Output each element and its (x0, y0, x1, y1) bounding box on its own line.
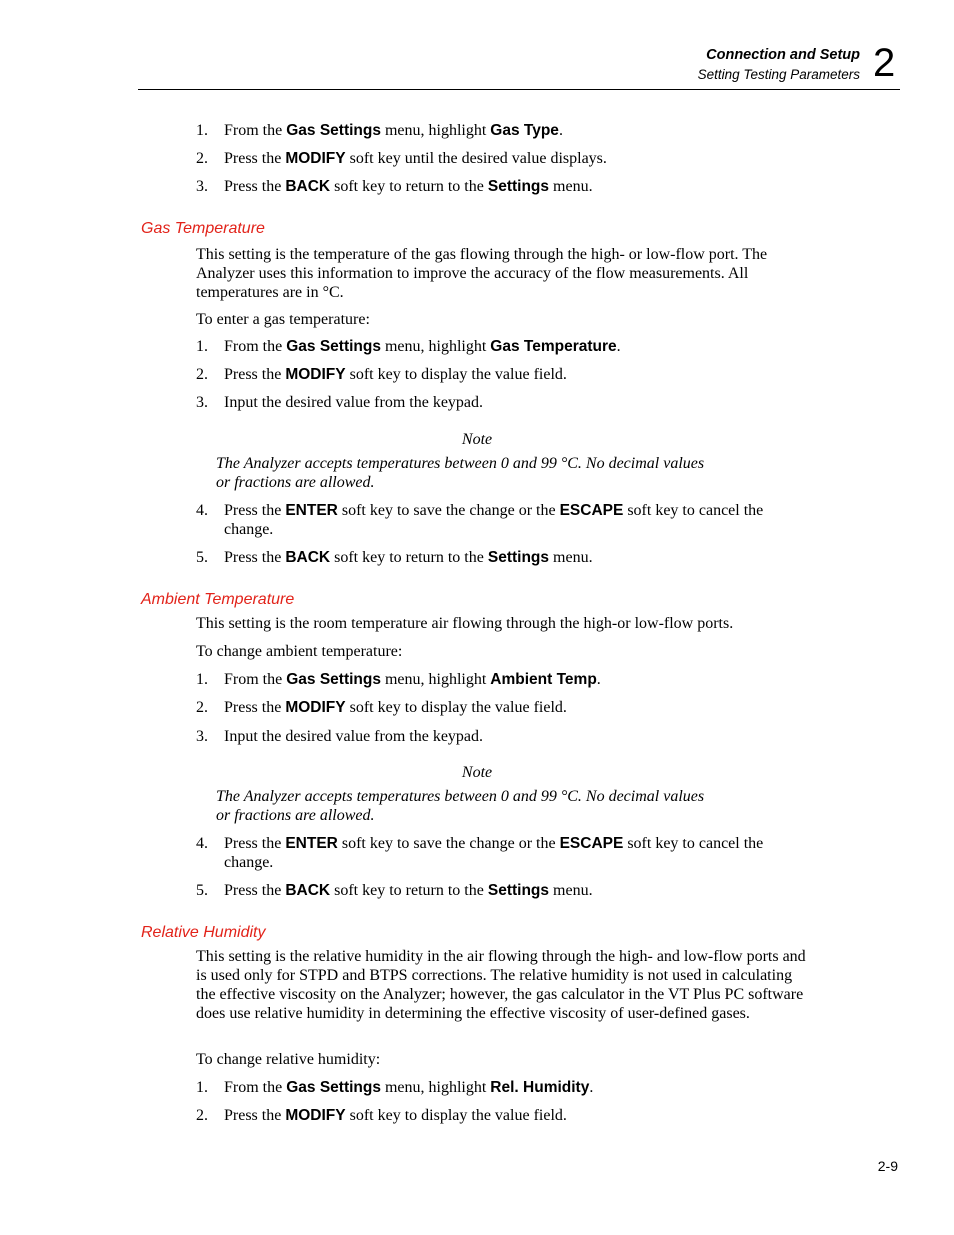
chapter-number: 2 (873, 41, 896, 85)
list-item (196, 1078, 814, 1097)
step-text-part: From the (224, 338, 287, 355)
step-text-part: Input the desired value from the keypad. (224, 394, 484, 411)
list-item (196, 1106, 814, 1125)
list-item (196, 881, 814, 900)
paragraph-intro: To enter a gas temperature: (196, 311, 370, 328)
list-item (196, 548, 814, 567)
paragraph-intro: To change ambient temperature: (196, 643, 403, 660)
key-name: ESCAPE (559, 502, 624, 519)
key-name: Ambient Temp (490, 671, 597, 688)
step-text-part: From the (224, 671, 287, 688)
step-number: 1. (196, 122, 208, 139)
section-heading-ambient-temperature: Ambient Temperature (141, 591, 295, 608)
step-number: 4. (196, 502, 208, 519)
step-text-part: Press the (224, 1107, 286, 1124)
step-text-part: menu, highlight (380, 671, 491, 688)
step-text-part: menu. (549, 549, 593, 566)
step-text-part: soft key to return to the (330, 178, 488, 195)
step-text-part: . (596, 671, 601, 688)
key-name: Settings (487, 882, 550, 899)
key-name: Gas Type (490, 122, 559, 139)
step-text (224, 1078, 814, 1097)
step-text (224, 881, 814, 900)
step-text (224, 548, 814, 567)
step-text-part: menu. (549, 178, 593, 195)
key-name: MODIFY (285, 1107, 346, 1124)
step-number: 5. (196, 549, 208, 566)
key-name: Rel. Humidity (490, 1079, 590, 1096)
step-text (224, 393, 814, 412)
step-text-part: . (558, 122, 563, 139)
key-name: MODIFY (285, 699, 346, 716)
step-text-part: menu, highlight (380, 338, 491, 355)
key-name: ENTER (285, 502, 338, 519)
key-name: Gas Settings (286, 338, 381, 355)
step-text-part: Press the (224, 366, 286, 383)
key-name: ENTER (285, 835, 338, 852)
step-text-part: Press the (224, 502, 286, 519)
list-item (196, 393, 814, 412)
note-title: Note (461, 431, 493, 448)
step-text (224, 501, 814, 539)
step-text-part: . (589, 1079, 594, 1096)
step-number: 1. (196, 671, 208, 688)
paragraph-intro: To change relative humidity: (196, 1051, 381, 1068)
step-number: 3. (196, 178, 208, 195)
paragraph: This setting is the relative humidity in the air flowing through the high- and low-flow ports and is used only for STPD and BTPS corrections. The relative humidity is not used in calculating the effective viscosity on the Analyzer; however, the gas calculator in the VT Plus PC software does use relative humidity in determining the effective viscosity of user-defined gases. (196, 948, 806, 1022)
step-number: 2. (196, 150, 208, 167)
step-text-part: menu. (549, 882, 593, 899)
step-text-part: soft key to cancel the change. (224, 502, 764, 538)
paragraph: This setting is the room temperature air flowing through the high-or low-flow ports. (196, 615, 734, 632)
step-text-part: Input the desired value from the keypad. (224, 728, 484, 745)
list-item (196, 121, 814, 140)
note-title: Note (461, 764, 493, 781)
key-name: MODIFY (285, 366, 346, 383)
step-text (224, 121, 814, 140)
step-text-part: Press the (224, 150, 286, 167)
key-name: BACK (285, 549, 331, 566)
key-name: Settings (487, 178, 550, 195)
step-text-part: menu, highlight (380, 122, 491, 139)
step-number: 1. (196, 338, 208, 355)
step-number: 4. (196, 835, 208, 852)
step-number: 2. (196, 699, 208, 716)
list-item (196, 149, 814, 168)
step-text-part: Press the (224, 549, 286, 566)
step-text-part: soft key to display the value field. (345, 699, 567, 716)
section-heading-relative-humidity: Relative Humidity (141, 924, 266, 941)
key-name: Gas Settings (286, 122, 381, 139)
list-item (196, 834, 814, 872)
step-text (224, 337, 814, 356)
key-name: Gas Temperature (490, 338, 617, 355)
step-text-part: soft key to display the value field. (345, 1107, 567, 1124)
section-title: Setting Testing Parameters (697, 67, 860, 82)
list-item (196, 670, 814, 689)
step-text-part: soft key to display the value field. (345, 366, 567, 383)
step-text (224, 834, 814, 872)
key-name: MODIFY (285, 150, 346, 167)
key-name: Settings (487, 549, 550, 566)
list-item (196, 337, 814, 356)
chapter-title: Connection and Setup (706, 47, 860, 63)
header-rule (138, 89, 900, 90)
page-number: 2-9 (877, 1158, 898, 1174)
step-text (224, 149, 814, 168)
step-text-part: soft key to return to the (330, 882, 488, 899)
step-text (224, 1106, 814, 1125)
step-text-part: soft key to cancel the change. (224, 835, 764, 871)
step-text-part: soft key to return to the (330, 549, 488, 566)
step-text-part: Press the (224, 882, 286, 899)
note-text: The Analyzer accepts temperatures between 0 and 99 °C. No decimal values or fractions are allowed. (216, 455, 705, 491)
key-name: BACK (285, 178, 331, 195)
step-text-part: menu, highlight (380, 1079, 491, 1096)
section-heading-gas-temperature: Gas Temperature (141, 220, 265, 237)
step-text-part: soft key to save the change or the (337, 835, 560, 852)
step-text-part: Press the (224, 178, 286, 195)
key-name: ESCAPE (559, 835, 624, 852)
step-text (224, 365, 814, 384)
step-text (224, 727, 814, 746)
step-text-part: Press the (224, 699, 286, 716)
step-number: 3. (196, 728, 208, 745)
step-number: 5. (196, 882, 208, 899)
step-number: 1. (196, 1079, 208, 1096)
list-item (196, 365, 814, 384)
list-item (196, 727, 814, 746)
step-text-part: From the (224, 1079, 287, 1096)
step-text-part: soft key to save the change or the (337, 502, 560, 519)
note-text: The Analyzer accepts temperatures between 0 and 99 °C. No decimal values or fractions are allowed. (216, 788, 705, 824)
step-text (224, 177, 814, 196)
list-item (196, 501, 814, 539)
step-text-part: Press the (224, 835, 286, 852)
list-item (196, 698, 814, 717)
step-number: 2. (196, 1107, 208, 1124)
key-name: Gas Settings (286, 671, 381, 688)
key-name: Gas Settings (286, 1079, 381, 1096)
step-text-part: soft key until the desired value displays. (345, 150, 607, 167)
step-text (224, 670, 814, 689)
step-number: 2. (196, 366, 208, 383)
key-name: BACK (285, 882, 331, 899)
list-item (196, 177, 814, 196)
step-text-part: . (616, 338, 621, 355)
paragraph: This setting is the temperature of the gas flowing through the high- or low-flow port. The Analyzer uses this information to improve the accuracy of the flow measurements. All temperatures are in °C. (196, 246, 768, 301)
step-number: 3. (196, 394, 208, 411)
step-text (224, 698, 814, 717)
step-text-part: From the (224, 122, 287, 139)
